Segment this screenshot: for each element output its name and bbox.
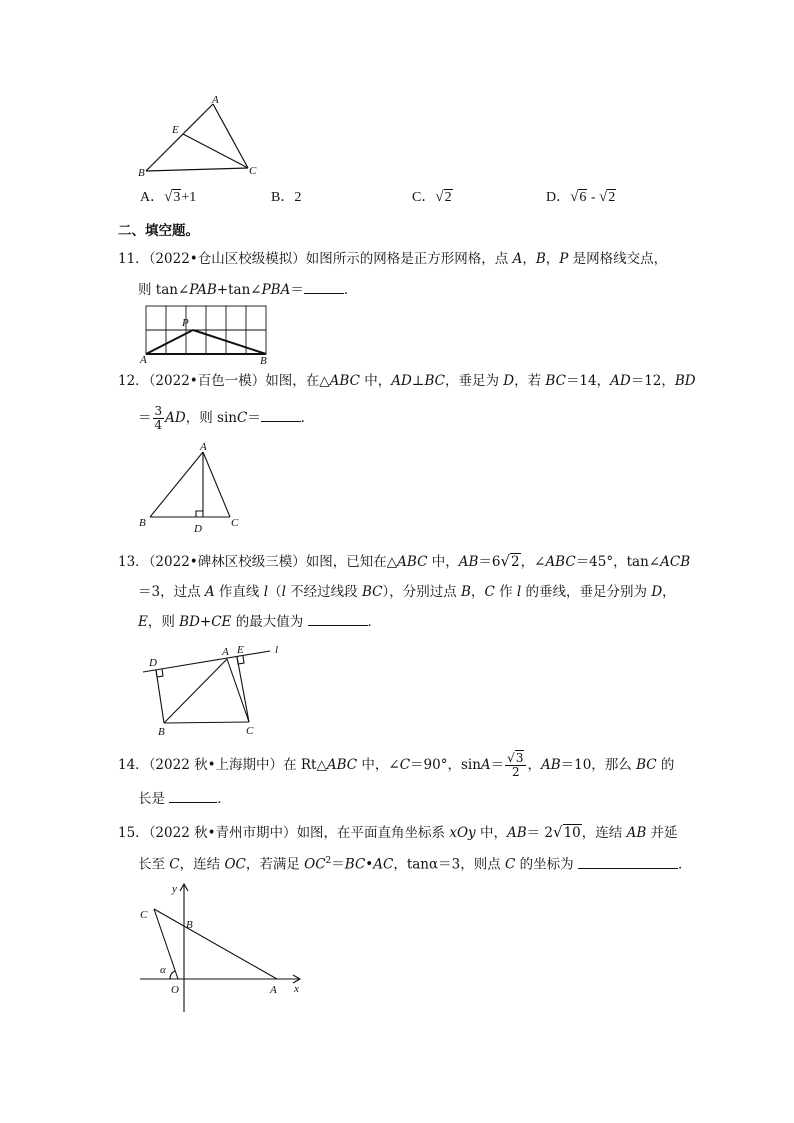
q15-line2: 长至 C，连结 OC，若满足 $OC^2=BC•AC$，tanα＝3，则点 C 的坐标为 ． xyxy=(138,856,692,873)
q15-label-o: O xyxy=(171,984,179,996)
q12-line1: 12．（2022•百色一模）如图，在△ABC 中，AD⊥BC，垂足为 D，若 BC＝14，AD＝12，BD xyxy=(118,373,696,389)
right-angle-mark xyxy=(196,511,203,517)
q12-label-a: A xyxy=(200,441,207,453)
fraction: $\frac{√3}{2}$ xyxy=(505,752,526,779)
q13-label-b: B xyxy=(158,726,165,738)
q13-segment-bd xyxy=(156,670,164,723)
q10-option-c[interactable]: C．√2 xyxy=(412,189,452,205)
q13-label-l: l xyxy=(275,644,279,656)
q13-figure xyxy=(136,642,296,738)
q10-option-a[interactable]: A．√3+1 xyxy=(140,189,197,205)
q15-label-a: A xyxy=(270,984,277,996)
q11-label-p: P xyxy=(182,317,189,329)
q13-label-c: C xyxy=(246,725,254,737)
sqrt-symbol: √6 xyxy=(570,189,587,205)
q15-line1: 15．（2022 秋•青州市期中）如图，在平面直角坐标系 xOy 中，AB＝ 2√10，连结 AB 并延 xyxy=(118,823,678,841)
q13-segment-bc xyxy=(164,722,249,723)
q10-triangle-figure xyxy=(130,92,270,180)
q14-line2: 长是 ． xyxy=(138,791,231,807)
q13-label-e: E xyxy=(237,644,244,656)
sqrt-symbol: √10 xyxy=(553,823,581,841)
q10-label-c: C xyxy=(249,165,257,177)
q15-coordinate-figure xyxy=(134,876,310,1016)
q13-line3: E，则 BD+CE 的最大值为 ． xyxy=(138,614,381,630)
answer-blank[interactable] xyxy=(169,802,217,803)
q15-segment-ca xyxy=(154,909,277,979)
q10-label-e: E xyxy=(172,124,179,136)
q10-label-a: A xyxy=(212,94,219,106)
q11-line2: 则 tan∠PAB+tan∠PBA＝ ． xyxy=(138,282,358,298)
q15-segment-oc xyxy=(154,909,178,979)
angle-alpha-arc xyxy=(170,971,175,979)
q13-line2: ＝3，过点 A 作直线 l（l 不经过线段 BC），分别过点 B，C 作 l 的垂线，垂足分别为 D， xyxy=(138,584,676,600)
sqrt-symbol: √3 xyxy=(164,189,181,205)
q13-line-l xyxy=(143,651,270,672)
q12-label-c: C xyxy=(231,517,239,529)
q11-segment-pb xyxy=(193,330,266,354)
section-title: 二、填空题。 xyxy=(118,223,199,239)
q11-grid-figure xyxy=(138,300,274,366)
answer-blank[interactable] xyxy=(308,625,368,626)
q13-label-d: D xyxy=(149,657,157,669)
q15-label-x: x xyxy=(294,983,299,995)
q15-label-alpha: α xyxy=(160,964,166,976)
q13-label-a: A xyxy=(222,646,229,658)
q12-label-d: D xyxy=(194,523,202,535)
q13-line1: 13．（2022•碑林区校级三模）如图，已知在△ABC 中，AB＝6√2，∠ABC＝45°，tan∠ACB xyxy=(118,552,691,570)
q15-label-y: y xyxy=(172,883,177,895)
answer-blank[interactable] xyxy=(261,421,301,422)
q11-line1: 11．（2022•仓山区校级模拟）如图所示的网格是正方形网格，点 A，B，P 是网格线交点， xyxy=(118,251,668,267)
q10-side-bc xyxy=(146,168,248,171)
q13-segment-ce xyxy=(237,657,249,722)
q13-segment-ab xyxy=(164,659,227,723)
sqrt-symbol: √2 xyxy=(599,189,616,205)
sqrt-symbol: √2 xyxy=(500,552,520,570)
q12-label-b: B xyxy=(139,517,146,529)
sqrt-symbol: √2 xyxy=(435,189,452,205)
answer-blank[interactable] xyxy=(304,293,344,294)
q15-label-c: C xyxy=(140,909,148,921)
q10-option-b[interactable]: B．2 xyxy=(271,190,302,205)
q13-segment-ac xyxy=(227,659,249,722)
fraction: $\frac{3}{4}$ xyxy=(154,404,163,432)
q11-label-b: B xyxy=(260,355,267,366)
q11-label-a: A xyxy=(140,354,147,366)
q10-label-b: B xyxy=(138,167,145,179)
q12-line2: ＝ $\frac{3}{4}$ AD，则 sinC＝ ． xyxy=(138,404,315,432)
q14-line1: 14．（2022 秋•上海期中）在 Rt△ABC 中，∠C＝90°，sinA＝ $\frac{√3}{2}$ ，AB＝10，那么 BC 的 xyxy=(118,751,675,779)
answer-blank[interactable] xyxy=(578,868,678,869)
q12-triangle-figure xyxy=(132,440,252,536)
q15-label-b: B xyxy=(186,919,193,931)
q10-side-ba xyxy=(146,104,213,171)
q10-option-d[interactable]: D．√6 - √2 xyxy=(546,189,616,205)
